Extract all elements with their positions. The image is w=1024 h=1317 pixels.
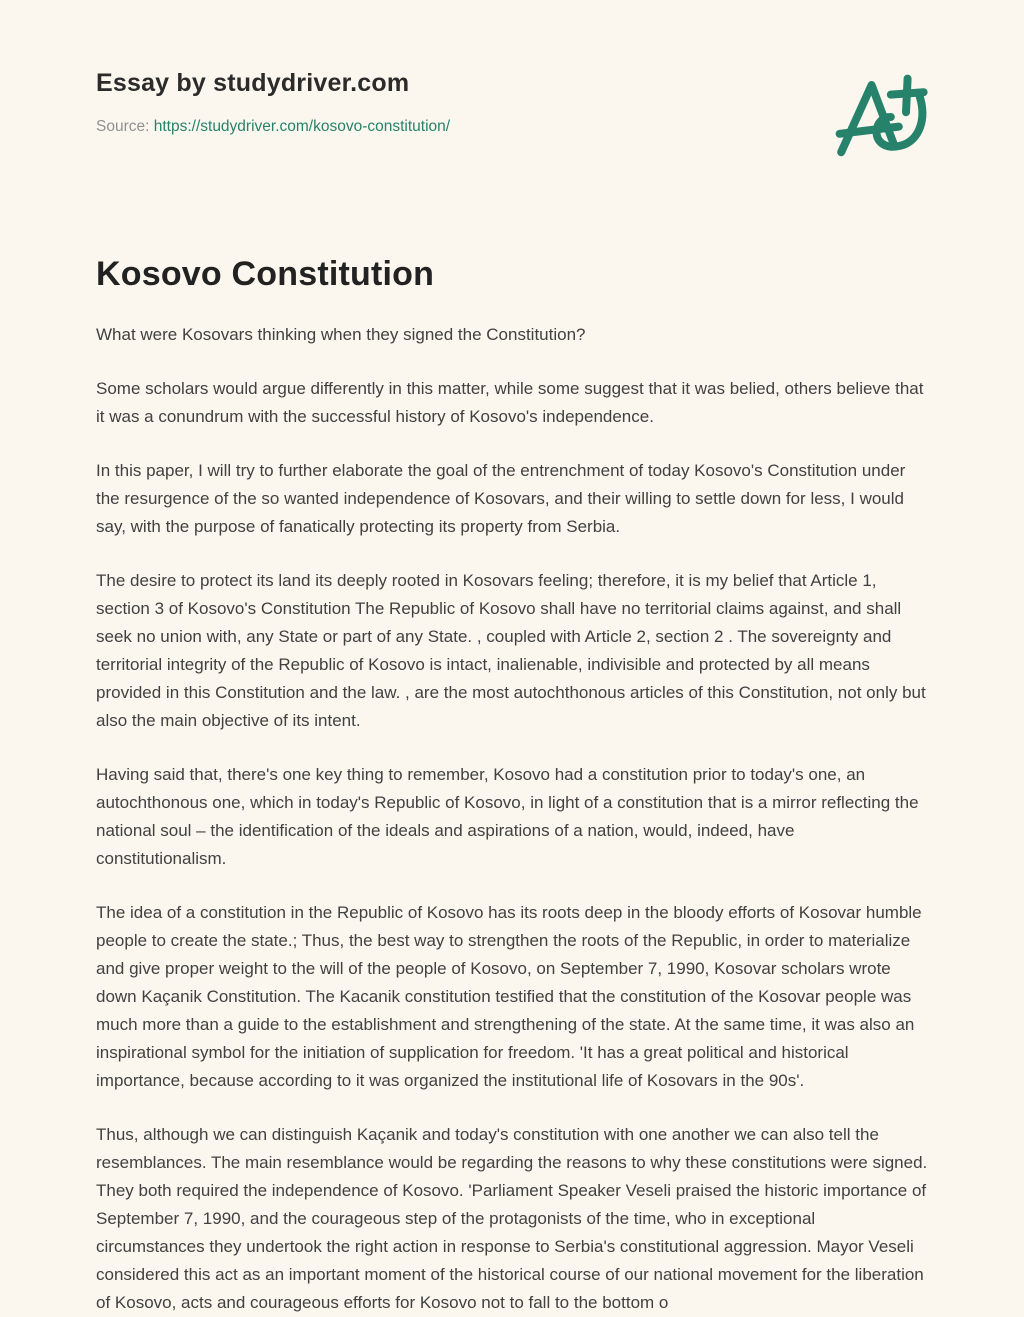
paragraph: The desire to protect its land its deeply rooted in Kosovars feeling; therefore, it is my belief that Article 1, section 3 of Kosovo's Constitution The Republic of Kosovo shall have no territorial claims against, and shall seek no union with, any State or part of any State. , coupled with Article 2, section 2 . The sovereignty and territorial integrity of the Republic of Kosovo is intact, inalienable, indivisible and protected by all means provided in this Constitution and the law. , are the most autochthonous articles of this Constitution, not only but also the main objective of its intent. [96, 571, 926, 730]
paragraph: In this paper, I will try to further elaborate the goal of the entrenchment of today Kosovo's Constitution under the resurgence of the so wanted independence of Kosovars, and their willing to settle down for less, I would say, with the purpose of fanatically protecting its property from Serbia. [96, 461, 906, 536]
a-plus-logo-icon [830, 68, 934, 166]
paragraph: The idea of a constitution in the Republic of Kosovo has its roots deep in the bloody efforts of Kosovar humble people to create the state.; Thus, the best way to strengthen the roots of the Republic, in order to materialize and give proper weight to the will of the people of Kosovo, on September 7, 1990, Kosovar scholars wrote down Kaçanik Constitution. The Kacanik constitution testified that the constitution of the Kosovar people was much more than a guide to the establishment and strengthening of the state. At the same time, it was also an inspirational symbol for the initiation of supplication for freedom. 'It has a great political and historical importance, because according to it was organized the institutional life of Kosovars in the 90s'. [96, 903, 922, 1090]
document-header [96, 68, 928, 138]
source-line [96, 116, 928, 138]
site-heading: Essay by studydriver.com [96, 69, 410, 97]
paragraph: What were Kosovars thinking when they signed the Constitution? [96, 325, 586, 344]
source-link[interactable]: https://studydriver.com/kosovo-constitution/ [153, 118, 451, 135]
article-title: Kosovo Constitution [96, 255, 435, 293]
source-label: Source: [96, 118, 150, 135]
paragraph: Having said that, there's one key thing to remember, Kosovo had a constitution prior to today's one, an autochthonous one, which in today's Republic of Kosovo, in light of a constitution that is a mirror reflecting the national soul – the identification of the ideals and aspirations of a nation, would, indeed, have constitutionalism. [96, 765, 919, 868]
paragraph: Some scholars would argue differently in this matter, while some suggest that it was belied, others believe that it was a conundrum with the successful history of Kosovo's independence. [96, 379, 924, 426]
paragraph: Thus, although we can distinguish Kaçanik and today's constitution with one another we can also tell the resemblances. The main resemblance would be regarding the reasons to why these constitutions were signed. They both required the independence of Kosovo. 'Parliament Speaker Veseli praised the historic importance of September 7, 1990, and the courageous step of the protagonists of the time, who in exceptional circumstances they undertook the right action in response to Serbia's constitutional aggression. Mayor Veseli considered this act as an important moment of the historical course of our national movement for the liberation of Kosovo, acts and courageous efforts for Kosovo not to fall to the bottom o [96, 1125, 928, 1312]
article-body [96, 321, 928, 1317]
